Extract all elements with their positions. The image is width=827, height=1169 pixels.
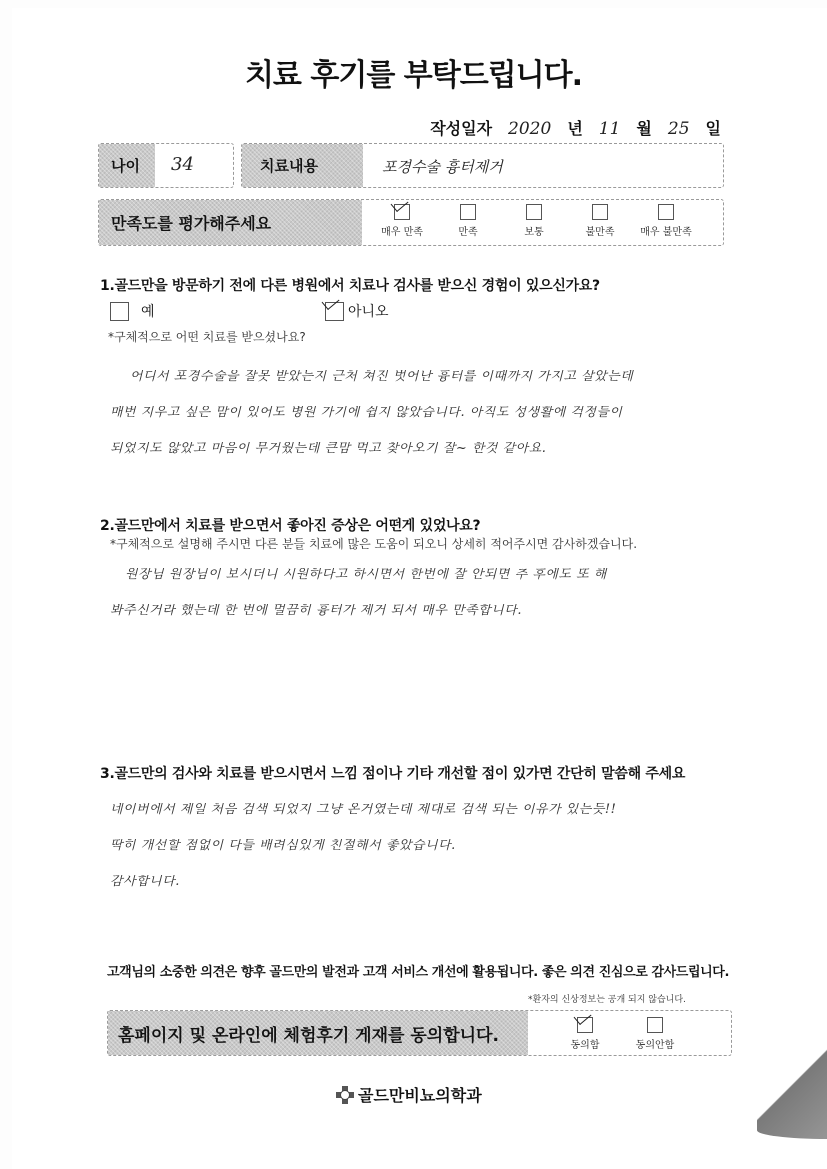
date-month-field[interactable]: 11 bbox=[598, 119, 621, 139]
privacy-note: *환자의 신상정보는 공개 되지 않습니다. bbox=[528, 995, 686, 1005]
option-label: 보통 bbox=[524, 227, 544, 238]
consent-option-disagree[interactable] bbox=[628, 1017, 682, 1051]
date-year-field[interactable]: 2020 bbox=[508, 119, 552, 139]
satisfaction-option-very-dissatisfied[interactable] bbox=[633, 204, 699, 238]
satisfaction-options bbox=[369, 204, 699, 238]
answer-line: 감사합니다. bbox=[110, 875, 180, 889]
answer-line: 어디서 포경수술을 잘못 받았는지 근처 쳐진 벗어난 흉터를 이때까지 가지고 살았는데 bbox=[130, 370, 634, 384]
q1-no-label: 아니오 bbox=[348, 304, 389, 320]
answer-line: 되었지도 않았고 마음이 무거웠는데 큰맘 먹고 찾아오기 잘~ 한것 같아요. bbox=[110, 442, 547, 456]
option-label: 만족 bbox=[458, 227, 478, 238]
date-month-unit: 월 bbox=[636, 119, 652, 138]
treatment-box bbox=[241, 143, 724, 188]
option-label: 동의안함 bbox=[635, 1040, 675, 1051]
satisfaction-option-neutral[interactable] bbox=[501, 204, 567, 238]
consent-options bbox=[558, 1017, 682, 1051]
satisfaction-option-very-satisfied[interactable] bbox=[369, 204, 435, 238]
page-title: 치료 후기를 부탁드립니다. bbox=[244, 58, 583, 93]
satisfaction-option-satisfied[interactable] bbox=[435, 204, 501, 238]
q3-answer[interactable] bbox=[110, 803, 730, 911]
satisfaction-option-dissatisfied[interactable] bbox=[567, 204, 633, 238]
option-label: 불만족 bbox=[585, 227, 615, 238]
option-label: 매우 불만족 bbox=[640, 227, 692, 238]
checkbox-icon[interactable] bbox=[647, 1017, 663, 1033]
checkbox-checked-icon[interactable] bbox=[577, 1017, 593, 1033]
checkbox-icon[interactable] bbox=[592, 204, 608, 220]
q1-yes-option[interactable] bbox=[110, 301, 155, 321]
q1-no-option[interactable] bbox=[325, 301, 389, 321]
option-label: 동의함 bbox=[570, 1040, 600, 1051]
consent-label: 홈페이지 및 온라인에 체험후기 게재를 동의합니다. bbox=[108, 1011, 528, 1055]
clinic-logo bbox=[336, 1083, 482, 1106]
date-day-unit: 일 bbox=[705, 119, 721, 138]
q1-subprompt: *구체적으로 어떤 치료를 받으셨나요? bbox=[108, 330, 306, 344]
option-label: 매우 만족 bbox=[381, 227, 423, 238]
q1-yes-label: 예 bbox=[141, 304, 155, 320]
question-2: 2.골드만에서 치료를 받으면서 좋아진 증상은 어떤게 있었나요? bbox=[100, 518, 481, 534]
date-day-field[interactable]: 25 bbox=[667, 119, 690, 139]
treatment-label: 치료내용 bbox=[242, 144, 363, 187]
answer-line: 딱히 개선할 점없이 다들 배려심있게 친절해서 좋았습니다. bbox=[110, 839, 456, 853]
question-1: 1.골드만을 방문하기 전에 다른 병원에서 치료나 검사를 받으신 경험이 있으신가요? bbox=[100, 278, 600, 294]
scan-edge-shadow bbox=[757, 1009, 827, 1139]
checkbox-checked-icon[interactable] bbox=[325, 302, 344, 321]
date-row bbox=[430, 116, 721, 139]
answer-line: 매번 지우고 싶은 맘이 있어도 병원 가기에 쉽지 않았습니다. 아직도 성생활에 걱정들이 bbox=[110, 406, 623, 420]
satisfaction-label: 만족도를 평가해주세요 bbox=[99, 200, 362, 245]
consent-option-agree[interactable] bbox=[558, 1017, 612, 1051]
satisfaction-box bbox=[98, 199, 724, 246]
q2-subprompt: *구체적으로 설명해 주시면 다른 분들 치료에 많은 도움이 되오니 상세히 적어주시면 감사하겠습니다. bbox=[110, 537, 638, 551]
age-box bbox=[98, 143, 234, 188]
checkbox-icon[interactable] bbox=[460, 204, 476, 220]
answer-line: 네이버에서 제일 처음 검색 되었지 그냥 온거였는데 제대로 검색 되는 이유가 있는듯!! bbox=[110, 803, 617, 817]
checkbox-icon[interactable] bbox=[526, 204, 542, 220]
question-3: 3.골드만의 검사와 치료를 받으시면서 느낌 점이나 기타 개선할 점이 있가면 간단히 말씀해 주세요 bbox=[100, 766, 686, 782]
checkbox-icon[interactable] bbox=[110, 302, 129, 321]
q2-answer[interactable] bbox=[110, 568, 730, 640]
q1-answer[interactable] bbox=[110, 370, 730, 478]
age-field[interactable]: 34 bbox=[171, 154, 194, 175]
checkbox-checked-icon[interactable] bbox=[394, 204, 410, 220]
cross-logo-icon bbox=[336, 1086, 354, 1104]
answer-line: 원장님 원장님이 보시더니 시원하다고 하시면서 한번에 잘 안되면 추 후에도 또 해 bbox=[125, 568, 607, 582]
date-label: 작성일자 bbox=[430, 119, 493, 138]
answer-line: 봐주신거라 했는데 한 번에 멀끔히 흉터가 제거 되서 매우 만족합니다. bbox=[110, 604, 522, 618]
consent-box bbox=[107, 1010, 732, 1056]
date-year-unit: 년 bbox=[567, 119, 583, 138]
closing-message: 고객님의 소중한 의견은 향후 골드만의 발전과 고객 서비스 개선에 활용됩니다. 좋은 의견 진심으로 감사드립니다. bbox=[107, 965, 729, 980]
checkbox-icon[interactable] bbox=[658, 204, 674, 220]
clinic-name: 골드만비뇨의학과 bbox=[358, 1086, 482, 1105]
treatment-field[interactable]: 포경수술 흉터제거 bbox=[382, 158, 503, 176]
age-label: 나이 bbox=[99, 144, 155, 187]
